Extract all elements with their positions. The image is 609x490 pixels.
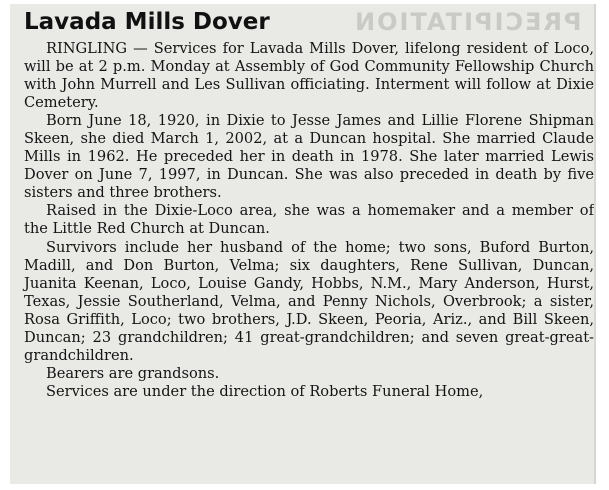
bleed-through-text: PRECIPITATION xyxy=(353,8,582,36)
paragraph-residence: Raised in the Dixie-Loco area, she was a homemaker and a member of the Little Red Church at Duncan. xyxy=(24,202,594,238)
newspaper-clipping xyxy=(10,4,596,484)
obituary-body xyxy=(24,40,594,401)
paragraph-survivors: Survivors include her husband of the home; two sons, Buford Burton, Madill, and Don Burton, Velma; six daughters, Rene Sullivan, Duncan, Juanita Keenan, Loco, Louise Gandy, Hobbs, N.M., Mary Anderson, Hurst, Texas, Jessie Southerland, Velma, and Penny Nichols, Overbrook; a sister, Rosa Griffith, Loco; two brothers, J.D. Skeen, Peoria, Ariz., and Bill Skeen, Duncan; 23 grandchildren; 41 great-grandchildren; and seven great-great-grandchildren. xyxy=(24,238,594,364)
paragraph-bearers: Bearers are grandsons. xyxy=(46,364,220,382)
obituary-headline: Lavada Mills Dover xyxy=(24,9,270,35)
paragraph-services: RINGLING — Services for Lavada Mills Dover, lifelong resident of Loco, will be at 2 p.m. Monday at Assembly of God Community Fellowship Church with John Murrell and Les Sullivan officiating. Interment will follow at Dixie Cemetery. xyxy=(24,40,594,112)
paragraph-funeral-home: Services are under the direction of Roberts Funeral Home, xyxy=(46,382,484,400)
clipping-edge xyxy=(594,4,596,484)
paragraph-biography: Born June 18, 1920, in Dixie to Jesse James and Lillie Florene Shipman Skeen, she died March 1, 2002, at a Duncan hospital. She married Claude Mills in 1962. He preceded her in death in 1978. She later married Lewis Dover on June 7, 1997, in Duncan. She was also preceded in death by five sisters and three brothers. xyxy=(24,112,594,202)
